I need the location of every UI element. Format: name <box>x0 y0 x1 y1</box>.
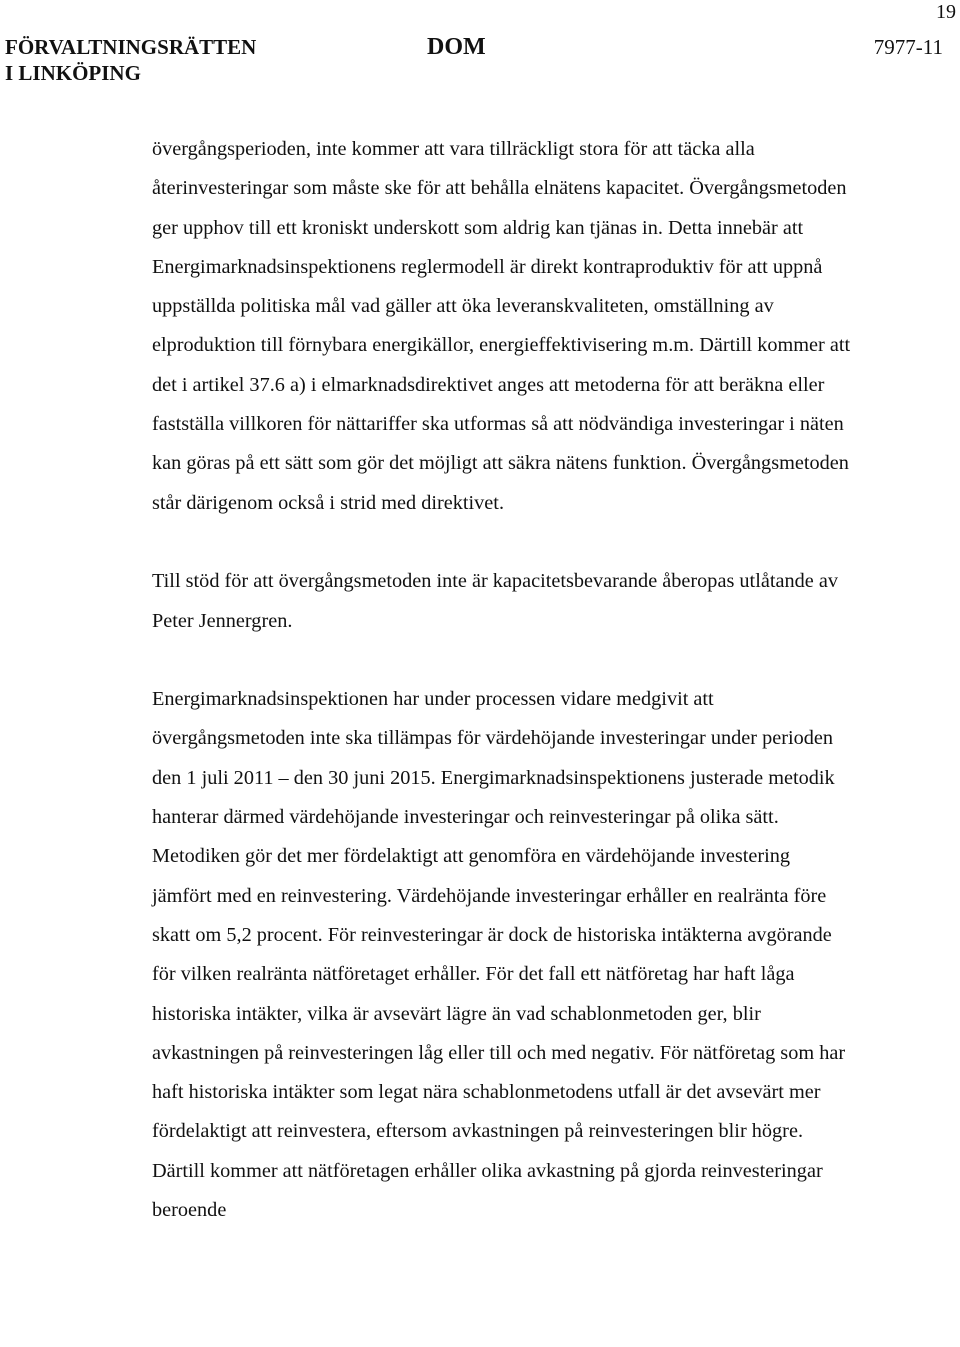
paragraph: övergångsperioden, inte kommer att vara tillräckligt stora för att täcka alla återinvesteringar som måste ske för att behålla elnätens kapacitet. Övergångsmetoden ger upphov till ett kroniskt underskott som aldrig kan tjänas in. Detta innebär att Energimarknadsinspektionens reglermodell är direkt kontraproduktiv för att uppnå uppställda politiska mål vad gäller att öka leveranskvaliteten, omställning av elproduktion till förnybara energikällor, energieffektivisering m.m. Därtill kommer att det i artikel 37.6 a) i elmarknadsdirektivet anges att metoderna för att beräkna eller fastställa villkoren för nättariffer ska utformas så att nödvändiga investeringar i näten kan göras på ett sätt som gör det möjligt att säkra nätens funktion. Övergångsmetoden står därigenom också i strid med direktivet. <box>152 138 851 514</box>
document-type: DOM <box>427 34 486 60</box>
paragraph: Till stöd för att övergångsmetoden inte är kapacitetsbevarande åberopas utlåtande av Peter Jennergren. <box>152 570 838 632</box>
document-body <box>152 130 852 1230</box>
document-header <box>5 34 943 90</box>
court-name <box>5 34 256 86</box>
court-name-line-2: I LINKÖPING <box>5 61 141 85</box>
court-name-line-1: FÖRVALTNINGSRÄTTEN <box>5 35 257 59</box>
case-number: 7977-11 <box>873 35 943 59</box>
paragraph: Energimarknadsinspektionen har under processen vidare medgivit att övergångsmetoden inte ska tillämpas för värdehöjande investeringar under perioden den 1 juli 2011 – den 30 juni 2015. Energimarknadsinspektionens justerade metodik hanterar därmed värdehöjande investeringar och reinvesteringar på olika sätt. Metodiken gör det mer fördelaktigt att genomföra en värdehöjande investering jämfört med en reinvestering. Värdehöjande investeringar erhåller en realränta före skatt om 5,2 procent. För reinvesteringar är dock de historiska intäkterna avgörande för vilken realränta nätföretaget erhåller. För det fall ett nätföretag har haft låga historiska intäkter, vilka är avsevärt lägre än vad schablonmetoden ger, blir avkastningen på reinvesteringen låg eller till och med negativ. För nätföretag som har haft historiska intäkter som legat nära schablonmetodens utfall är det avsevärt mer fördelaktigt att reinvestera, eftersom avkastningen på reinvesteringen blir högre. Därtill kommer att nätföretagen erhåller olika avkastning på gjorda reinvesteringar beroende <box>152 688 846 1222</box>
page-number: 19 <box>936 1 956 23</box>
